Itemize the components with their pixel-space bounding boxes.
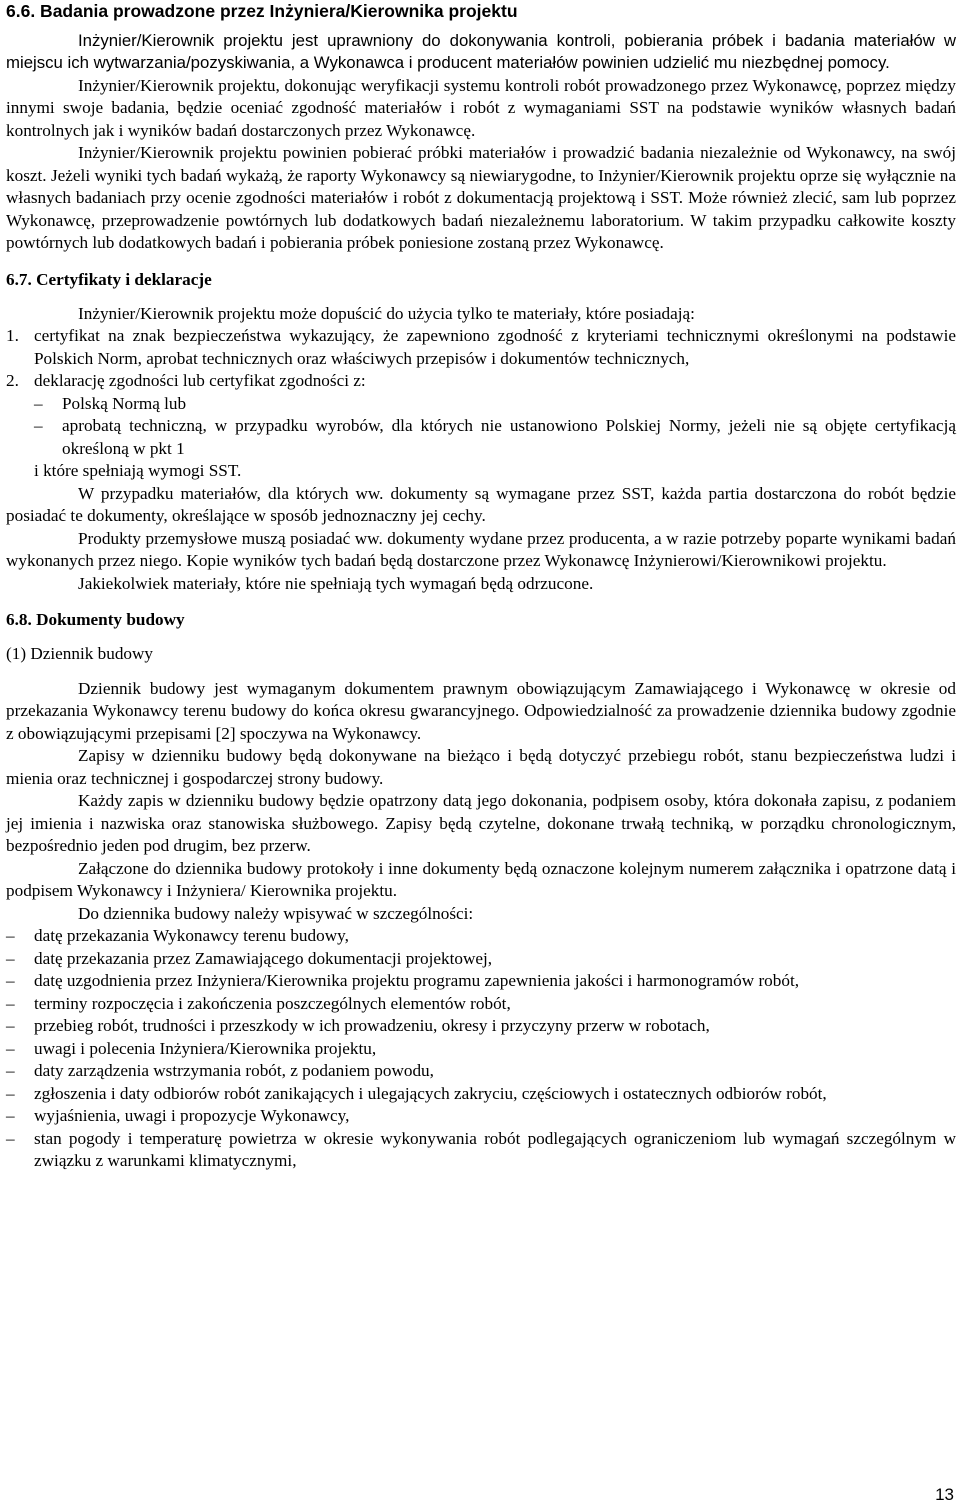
dash-bullet: – bbox=[6, 1106, 15, 1126]
list-item bbox=[6, 1128, 956, 1173]
list-item bbox=[6, 1060, 956, 1083]
list-item-text: stan pogody i temperaturę powietrza w okresie wykonywania robót podlegających ograniczeniom lub wymagań szczególnym w związku z warunkami klimatycznymi, bbox=[34, 1128, 956, 1171]
paragraph: Produkty przemysłowe muszą posiadać ww. dokumenty wydane przez producenta, a w razie potrzeby poparte wynikami badań wykonanych przez niego. Kopie wyników tych badań będą dostarczone przez Wykonawcę Inżynierowi/Kierownikowi projektu. bbox=[6, 528, 956, 571]
section-heading-6-7: 6.7. Certyfikaty i deklaracje bbox=[6, 269, 212, 289]
sub-list bbox=[34, 393, 956, 461]
list-item bbox=[6, 1038, 956, 1061]
paragraph: Dziennik budowy jest wymaganym dokumentem prawnym obowiązującym Zamawiającego i Wykonawcę w okresie od przekazania Wykonawcy terenu budowy do końca okresu gwarancyjnego. Odpowiedzialność za prowadzenie dziennika budowy zgodnie z obowiązującymi przepisami [2] spoczywa na Wykonawcy. bbox=[6, 678, 956, 743]
paragraph: Załączone do dziennika budowy protokoły i inne dokumenty będą oznaczone kolejnym numerem załącznika i opatrzone datą i podpisem Wykonawcy i Inżyniera/ Kierownika projektu. bbox=[6, 858, 956, 901]
paragraph: Do dziennika budowy należy wpisywać w szczególności: bbox=[78, 903, 474, 923]
list-item bbox=[6, 970, 956, 993]
list-item-text: datę przekazania Wykonawcy terenu budowy, bbox=[34, 926, 349, 946]
dash-bullet: – bbox=[6, 1083, 15, 1103]
dash-bullet: – bbox=[34, 416, 43, 436]
sub-list-item bbox=[34, 393, 956, 416]
paragraph: Inżynier/Kierownik projektu, dokonując weryfikacji systemu kontroli robót prowadzonego przez Wykonawcę, poprzez między innymi swoje badania, będzie oceniać zgodność materiałów i robót z wymaganiami SST na podstawie wyników własnych badań kontrolnych jak i wyników badań dostarczonych przez Wykonawcę. bbox=[6, 75, 956, 140]
list-item-text: datę przekazania przez Zamawiającego dokumentacji projektowej, bbox=[34, 948, 493, 968]
list-item-text: przebieg robót, trudności i przeszkody w ich prowadzeniu, okresy i przyczyny przerw w robotach, bbox=[34, 1016, 710, 1036]
document-page bbox=[6, 0, 956, 1173]
dash-bullet: – bbox=[6, 948, 15, 968]
list-tail: i które spełniają wymogi SST. bbox=[34, 461, 242, 481]
page-number: 13 bbox=[935, 1485, 954, 1504]
list-item-text: daty zarządzenia wstrzymania robót, z podaniem powodu, bbox=[34, 1061, 434, 1081]
paragraph: Zapisy w dzienniku budowy będą dokonywane na bieżąco i będą dotyczyć przebiegu robót, stanu bezpieczeństwa ludzi i mienia oraz technicznej i gospodarczej strony budowy. bbox=[6, 746, 956, 788]
section-heading-6-8: 6.8. Dokumenty budowy bbox=[6, 610, 185, 630]
paragraph: Jakiekolwiek materiały, które nie spełniają tych wymagań będą odrzucone. bbox=[78, 573, 594, 593]
list-number: 1. bbox=[6, 326, 19, 346]
sub-list-wrap bbox=[6, 393, 956, 483]
list-item bbox=[6, 925, 956, 948]
subsection-heading: (1) Dziennik budowy bbox=[6, 644, 154, 664]
list-item bbox=[6, 1105, 956, 1128]
dash-bullet: – bbox=[34, 393, 43, 413]
list-item bbox=[6, 325, 956, 370]
diary-entries-list bbox=[6, 925, 956, 1173]
dash-bullet: – bbox=[6, 1061, 15, 1081]
dash-bullet: – bbox=[6, 926, 15, 946]
list-item-text: terminy rozpoczęcia i zakończenia poszczególnych elementów robót, bbox=[34, 993, 511, 1013]
list-item bbox=[6, 993, 956, 1016]
paragraph: Inżynier/Kierownik projektu powinien pobierać próbki materiałów i prowadzić badania niezależnie od Wykonawcy, na swój koszt. Jeżeli wyniki tych badań wykażą, że raporty Wykonawcy są niewiarygodne, to Inżynier/Kierownik projektu oprze się wyłącznie na własnych badaniach przy ocenie zgodności materiałów i robót z dokumentacją projektową i SST. Może również zlecić, sam lub poprzez Wykonawcę, przeprowadzenie powtórnych lub dodatkowych badań niezależnemu laboratorium. W takim przypadku całkowite koszty powtórnych lub dodatkowych badań i pobierania próbek poniesione zostaną przez Wykonawcę. bbox=[6, 143, 956, 253]
paragraph: W przypadku materiałów, dla których ww. dokumenty są wymagane przez SST, każda partia dostarczona do robót będzie posiadać te dokumenty, określające w sposób jednoznaczny jej cechy. bbox=[6, 483, 956, 526]
list-item bbox=[6, 370, 956, 393]
dash-bullet: – bbox=[6, 1128, 15, 1148]
dash-bullet: – bbox=[6, 1016, 15, 1036]
list-item-text: certyfikat na znak bezpieczeństwa wykazujący, że zapewniono zgodność z kryteriami technicznymi określonymi na podstawie Polskich Norm, aprobat technicznych oraz właściwych przepisów i dokumentów technicznych, bbox=[34, 326, 956, 368]
paragraph: Inżynier/Kierownik projektu jest uprawniony do dokonywania kontroli, pobierania próbek i badania materiałów w miejscu ich wytwarzania/pozyskiwania, a Wykonawca i producent materiałów powinien udzielić mu niezbędnej pomocy. bbox=[6, 31, 956, 73]
list-item-text: datę uzgodnienia przez Inżyniera/Kierownika projektu programu zapewnienia jakości i harmonogramów robót, bbox=[34, 971, 800, 991]
list-item bbox=[6, 1083, 956, 1106]
list-item-text: deklarację zgodności lub certyfikat zgodności z: bbox=[34, 371, 366, 391]
sub-list-item-text: Polską Normą lub bbox=[62, 393, 187, 413]
list-number: 2. bbox=[6, 371, 19, 391]
dash-bullet: – bbox=[6, 1038, 15, 1058]
list-item-text: zgłoszenia i daty odbiorów robót zanikających i ulegających zakryciu, częściowych i ostatecznych odbiorów robót, bbox=[34, 1083, 827, 1103]
list-item-text: wyjaśnienia, uwagi i propozycje Wykonawcy, bbox=[34, 1106, 350, 1126]
sub-list-item bbox=[34, 415, 956, 460]
dash-bullet: – bbox=[6, 993, 15, 1013]
list-item-text: uwagi i polecenia Inżyniera/Kierownika projektu, bbox=[34, 1038, 377, 1058]
section-heading-6-6: 6.6. Badania prowadzone przez Inżyniera/Kierownika projektu bbox=[6, 1, 518, 21]
paragraph: Inżynier/Kierownik projektu może dopuścić do użycia tylko te materiały, które posiadają: bbox=[78, 303, 695, 323]
list-item bbox=[6, 948, 956, 971]
dash-bullet: – bbox=[6, 971, 15, 991]
sub-list-item-text: aprobatą techniczną, w przypadku wyrobów, dla których nie ustanowiono Polskiej Normy, jeżeli nie są objęte certyfikacją określoną w pkt 1 bbox=[62, 416, 956, 458]
list-item bbox=[6, 1015, 956, 1038]
paragraph: Każdy zapis w dzienniku budowy będzie opatrzony datą jego dokonania, podpisem osoby, która dokonała zapisu, z podaniem jej imienia i nazwiska oraz stanowiska służbowego. Zapisy będą czytelne, dokonane trwałą techniką, w porządku chronologicznym, bezpośrednio jeden pod drugim, bez przerw. bbox=[6, 791, 956, 856]
